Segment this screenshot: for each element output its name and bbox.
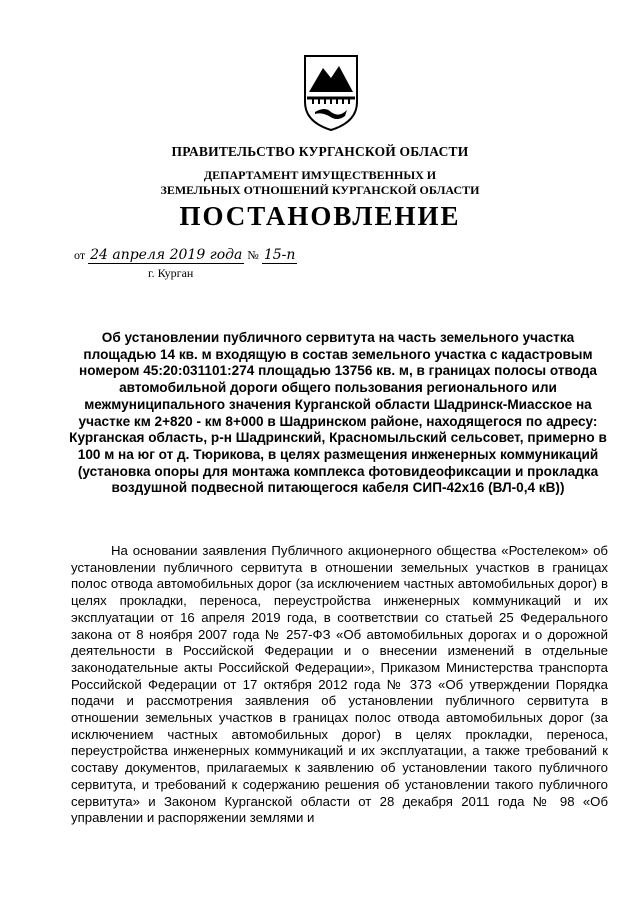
department-name-line2: ЗЕМЕЛЬНЫХ ОТНОШЕНИЙ КУРГАНСКОЙ ОБЛАСТИ [160,183,480,197]
document-body [71,543,608,827]
date-prefix: от [74,248,86,262]
handwritten-date: 24 апреля 2019 года [90,247,243,263]
date-number-line [74,247,297,263]
department-name-line1: ДЕПАРТАМЕНТ ИМУЩЕСТВЕННЫХ И [203,168,437,182]
government-name: ПРАВИТЕЛЬСТВО КУРГАНСКОЙ ОБЛАСТИ [171,144,469,159]
body-paragraph: На основании заявления Публичного акционерного общества «Ростелеком» об установлении публичного сервитута в отношении земельных участков в границах полос отвода автомобильных дорог (за исключением частных автомобильных дорог) в целях прокладки, переноса, переустройства инженерных коммуникаций и их эксплуатации от 16 апреля 2019 года, в соответствии со статьей 25 Федерального закона от 8 ноября 2007 года № 257-ФЗ «Об автомобильных дорогах и о дорожной деятельности в Российской Федерации и о внесении изменений в отдельные законодательные акты Российской Федерации», Приказом Министерства транспорта Российской Федерации от 17 октября 2012 года № 373 «Об утверждении Порядка подачи и рассмотрения заявления об установлении публичного сервитута в отношении земельных участков в границах полос отвода автомобильных дорог (за исключением частных автомобильных дорог) в целях прокладки, переноса, переустройства инженерных коммуникаций и их эксплуатации, а также требований к составу документов, прилагаемых к заявлению об установлении такого публичного сервитута, и требований к содержанию решения об установлении такого публичного сервитута» и Законом Курганской области от 28 декабря 2011 года № 98 «Об управлении и распоряжении землями и [71,543,608,826]
department-name [0,168,640,198]
coat-of-arms-emblem [301,52,361,132]
number-label: № [247,248,259,262]
document-type-title: ПОСТАНОВЛЕНИЕ [179,201,461,231]
city-label: г. Курган [148,266,194,280]
handwritten-number: 15-п [263,247,296,263]
document-subject: Об установлении публичного сервитута на часть земельного участка площадью 14 кв. м входящую в состав земельного участка с кадастровым номером 45:20:031101:274 площадью 13756 кв. м, в границах полосы отвода автомобильной дороги общего пользования регионального или межмуниципального значения Курганской области Шадринск-Миасское на участке км 2+820 - км 8+000 в Шадринском районе, находящегося по адресу: Курганская область, р-н Шадринский, Красномыльский сельсовет, примерно в 100 м на юг от д. Тюрикова, в целях размещения инженерных коммуникаций (установка опоры для монтажа комплекса фотовидеофиксации и прокладка воздушной подвесной питающегося кабеля СИП-42х16 (ВЛ-0,4 кВ)) [69,330,607,496]
